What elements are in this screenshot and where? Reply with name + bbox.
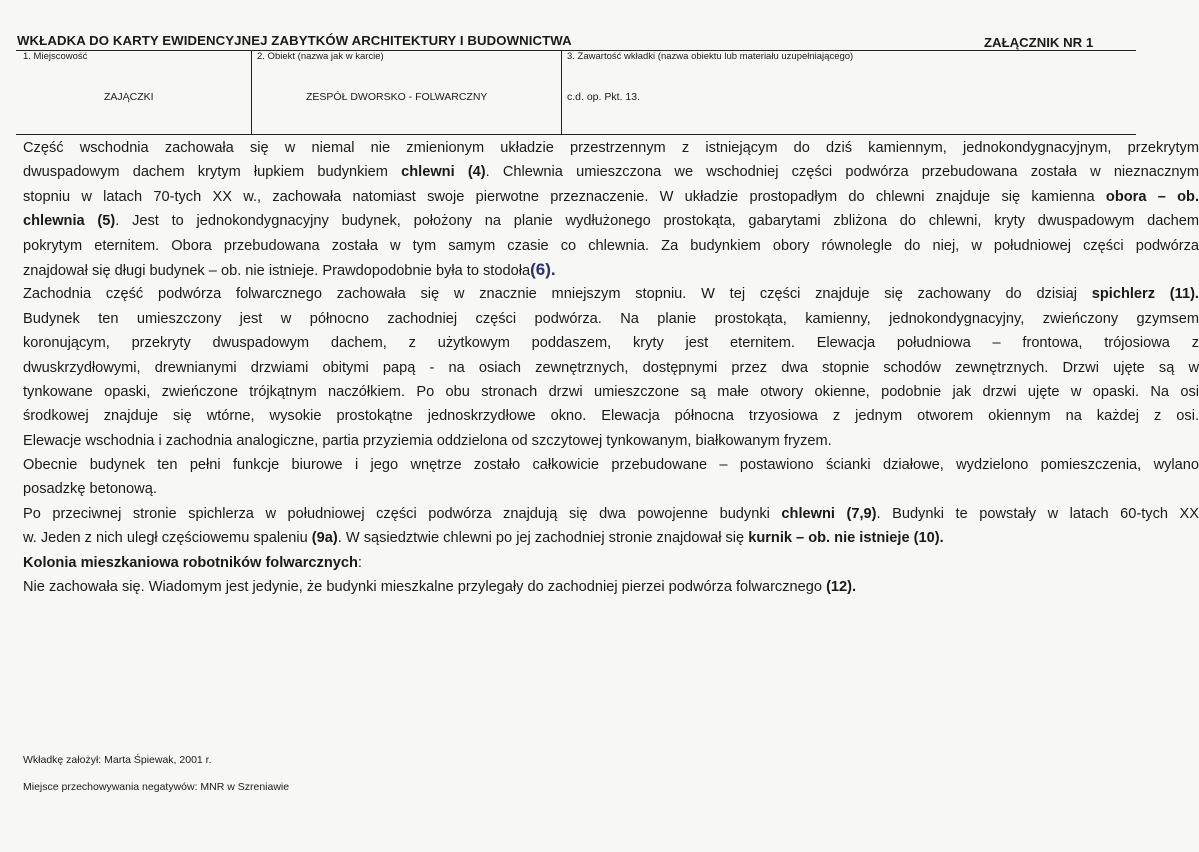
text-line: dwuskrzydłowymi, drewnianymi drzwiami obitymi papą - na osiach zewnętrznych, dostępnymi przez dwa stopnie schodów zewnętrznych. Drzwi ujęte są w xyxy=(23,359,1199,376)
field-1-label: 1. Miejscowość xyxy=(23,51,88,62)
text-line: posadzkę betonową. xyxy=(23,481,157,498)
text-line: dwuspadowym dachem krytym łupkiem budynkiem chlewni (4). Chlewnia umieszczona we wschodniej części podwórza przebudowana została w nieznacznym xyxy=(23,164,1199,181)
text-line: Zachodnia część podwórza folwarcznego zachowała się w znacznie mniejszym stopniu. W tej części znajduje się zachowany do dzisiaj spichlerz (11). xyxy=(23,286,1199,303)
fields-bottom-rule xyxy=(16,134,1136,135)
negatives-storage-note: Miejsce przechowywania negatywów: MNR w Szreniawie xyxy=(23,781,290,793)
field-2-label: 2. Obiekt (nazwa jak w karcie) xyxy=(257,51,384,62)
description-text xyxy=(23,136,1199,599)
field-1-value: ZAJĄCZKI xyxy=(104,91,154,103)
text-line: Nie zachowała się. Wiadomym jest jedynie, że budynki mieszkalne przylegały do zachodniej pierzei podwórza folwarcznego (12). xyxy=(23,579,857,596)
text-line: znajdował się długi budynek – ob. nie istnieje. Prawdopodobnie była to stodoła(6). xyxy=(23,259,556,279)
text-line: środkowej znajduje się wtórne, wysokie prostokątne jednoskrzydłowe okno. Elewacja północna trzyosiowa z jednym otworem okiennym na każdej z osi. xyxy=(23,408,1199,425)
text-line: Część wschodnia zachowała się w niemal nie zmienionym układzie przestrzennym z istniejącym do dziś kamiennym, jednokondygnacyjnym, przekrytym xyxy=(23,140,1199,156)
handwritten-annotation: (6). xyxy=(530,259,556,279)
field-2-value: ZESPÓŁ DWORSKO - FOLWARCZNY xyxy=(306,91,488,103)
text-line: Elewacje wschodnia i zachodnia analogiczne, partia przyziemia oddzielona od szczytowej tynkowanym, białkowanym fryzem. xyxy=(23,432,832,449)
text-line: Obecnie budynek ten pełni funkcje biurowe i jego wnętrze zostało całkowicie przebudowane – postawiono ścianki działowe, wydzielono pomieszczenia, wylano xyxy=(23,457,1199,474)
document-title: WKŁADKA DO KARTY EWIDENCYJNEJ ZABYTKÓW ARCHITEKTURY I BUDOWNICTWA xyxy=(17,33,572,48)
annex-label: ZAŁĄCZNIK NR 1 xyxy=(984,35,1094,50)
section-heading: Kolonia mieszkaniowa robotników folwarcznych: xyxy=(23,554,362,571)
text-line: tynkowane opaski, zwieńczone trójkątnym naczółkiem. Po obu stronach drzwi umieszczone są małe otwory okienne, podobnie jak drzwi ujęte w opaski. Na osi xyxy=(23,383,1199,400)
text-line: chlewnia (5). Jest to jednokondygnacyjny budynek, położony na planie wydłużonego prostokąta, gabarytami zbliżona do chlewni, kryty dwuspadowym dachem xyxy=(23,213,1199,230)
text-line: pokrytym eternitem. Obora przebudowana została w tym samym czasie co chlewnia. Za budynkiem obory równolegle do niej, w południowej części podwórza xyxy=(23,237,1199,254)
text-line: stopniu w latach 70-tych XX w., zachowała natomiast swoje pierwotne przeznaczenie. W układzie prostopadłym do chlewni znajduje się kamienna obora – ob. xyxy=(23,188,1199,205)
text-line: koronującym, przekryty dwuspadowym dachem, z użytkowym poddaszem, kryty jest eternitem. Elewacja południowa – frontowa, trójosiowa z xyxy=(23,335,1199,352)
text-line: Po przeciwnej stronie spichlerza w południowej części podwórza znajdują się dwa powojenne budynki chlewni (7,9). Budynki te powstały w latach 60-tych XX xyxy=(23,505,1199,522)
author-note: Wkładkę założył: Marta Śpiewak, 2001 r. xyxy=(23,754,212,766)
field-divider-2 xyxy=(561,50,562,135)
field-3-value: c.d. op. Pkt. 13. xyxy=(567,91,640,103)
text-line: Budynek ten umieszczony jest w północno zachodniej części podwórza. Na planie prostokąta, kamienny, jednokondygnacyjny, zwieńczony gzymsem xyxy=(23,310,1199,327)
field-divider-1 xyxy=(251,50,252,135)
field-3-label: 3. Zawartość wkładki (nazwa obiektu lub materiału uzupełniającego) xyxy=(567,51,854,62)
text-line: w. Jeden z nich uległ częściowemu spaleniu (9a). W sąsiedztwie chlewni po jej zachodniej stronie znajdował się kurnik – ob. nie istnieje (10). xyxy=(23,530,944,547)
